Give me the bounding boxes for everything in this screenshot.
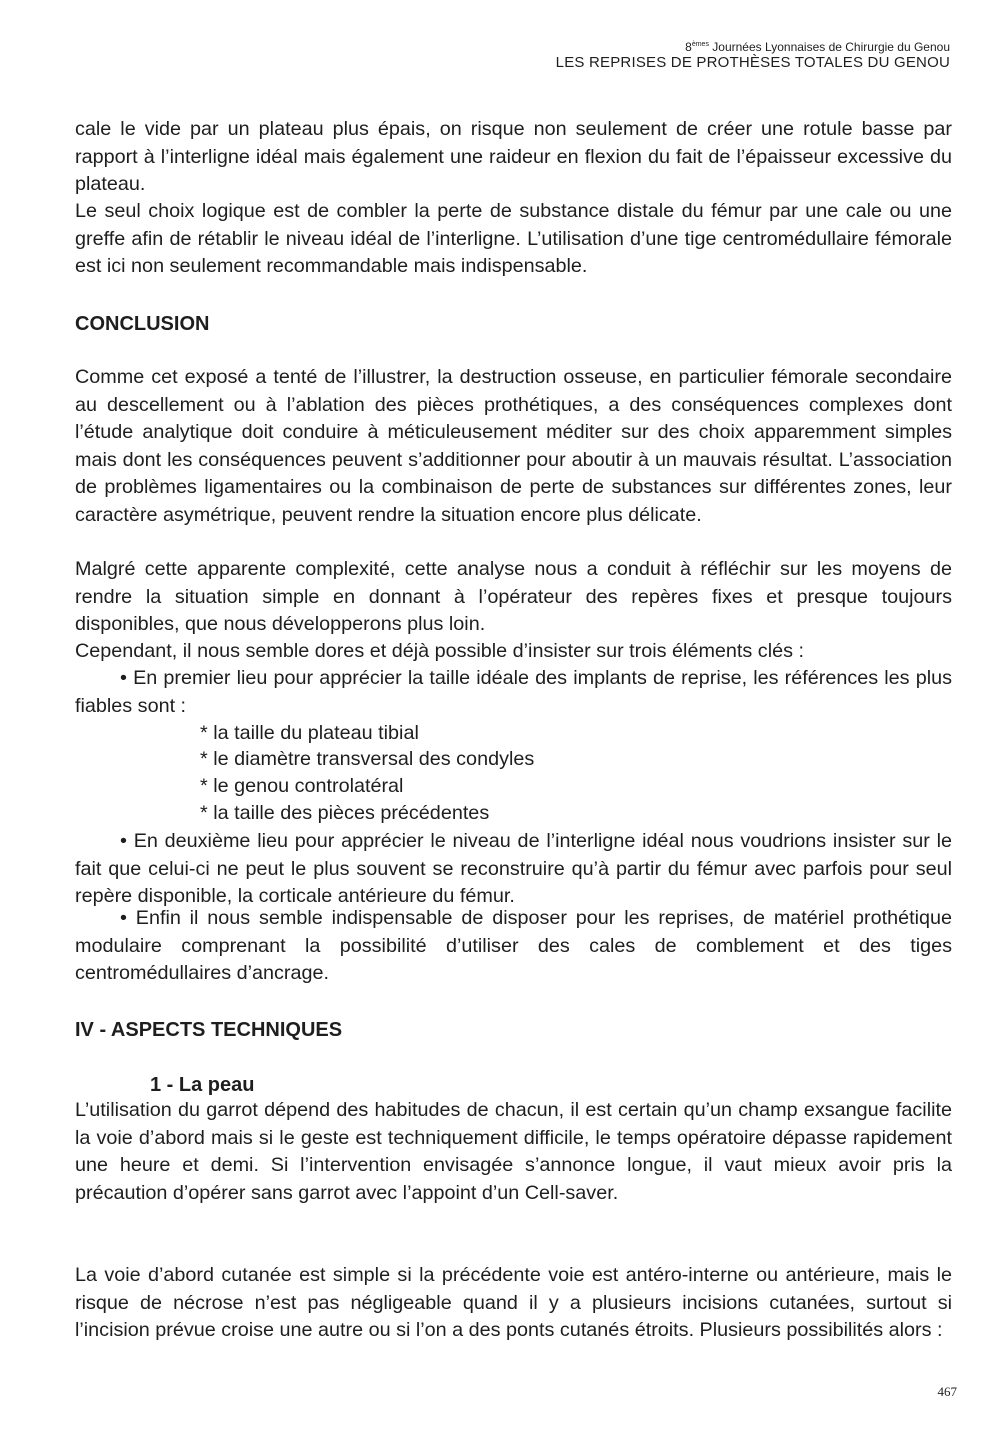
reference-item: * le genou controlatéral: [200, 775, 404, 797]
page-number: 467: [937, 1384, 957, 1399]
subsection-heading: 1 - La peau: [150, 1074, 255, 1096]
header-event: [556, 38, 950, 54]
section-heading: IV - ASPECTS TECHNIQUES: [75, 1019, 343, 1041]
reference-item: * le diamètre transversal des condyles: [200, 748, 535, 770]
bullet-item-3: • Enfin il nous semble indispensable de disposer pour les reprises, de matériel prothétique modulaire comprenant la possibilité d’utiliser des cales de comblement et des tiges centromédullaires d’ancrage.: [75, 907, 952, 984]
conclusion-heading: CONCLUSION: [75, 313, 210, 335]
intro-paragraph-2: Le seul choix logique est de combler la perte de substance distale du fémur par une cale ou une greffe afin de rétablir le niveau idéal de l’interligne. L’utilisation d’une tige centromédullaire fémorale est ici non seulement recommandable mais indispensable.: [75, 200, 952, 277]
header-event-name: Journées Lyonnaises de Chirurgie du Genou: [708, 40, 950, 54]
skin-paragraph-2: La voie d’abord cutanée est simple si la précédente voie est antéro-interne ou antérieure, mais le risque de nécrose n’est pas négligeable quand il y a plusieurs incisions cutanées, surtout si l’incision prévue croise une autre ou si l’on a des ponts cutanés étroits. Plusieurs possibilités alors :: [75, 1264, 952, 1341]
header-edition-suffix: èmes: [691, 41, 709, 48]
intro-paragraph-1: cale le vide par un plateau plus épais, on risque non seulement de créer une rotule basse par rapport à l’interligne idéal mais également une raideur en flexion du fait de l’épaisseur excessive du plateau.: [75, 118, 952, 195]
header-edition-number: 8: [685, 40, 692, 54]
header-title: LES REPRISES DE PROTHÈSES TOTALES DU GENOU: [555, 54, 950, 71]
reference-item: * la taille du plateau tibial: [200, 722, 419, 744]
conclusion-paragraph-2: Malgré cette apparente complexité, cette analyse nous a conduit à réfléchir sur les moyens de rendre la situation simple en donnant à l’opérateur des repères fixes et presque toujours disponibles, que nous développerons plus loin.: [75, 558, 952, 635]
skin-paragraph-1: L’utilisation du garrot dépend des habitudes de chacun, il est certain qu’un champ exsangue facilite la voie d’abord mais si le geste est techniquement difficile, le temps opératoire dépasse rapidement une heure et demi. Si l’intervention envisagée s’annonce longue, il vaut mieux avoir pris la précaution d’opérer sans garrot avec l’appoint d’un Cell-saver.: [75, 1099, 952, 1204]
conclusion-paragraph-3: Cependant, il nous semble dores et déjà possible d’insister sur trois éléments clés :: [75, 640, 804, 662]
running-header: [556, 38, 950, 72]
reference-item: * la taille des pièces précédentes: [200, 802, 490, 824]
conclusion-paragraph-1: Comme cet exposé a tenté de l’illustrer, la destruction osseuse, en particulier fémorale secondaire au descellement ou à l’ablation des pièces prothétiques, a des conséquences complexes dont l’étude analytique doit conduire à méticuleusement méditer sur des choix apparemment simples mais dont les conséquences peuvent s’additionner pour aboutir à un mauvais résultat. L’association de problèmes ligamentaires ou la combinaison de perte de substances sur différentes zones, leur caractère asymétrique, peuvent rendre la situation encore plus délicate.: [75, 366, 952, 526]
bullet-item-1: • En premier lieu pour apprécier la taille idéale des implants de reprise, les références les plus fiables sont :: [75, 667, 952, 717]
bullet-item-2: • En deuxième lieu pour apprécier le niveau de l’interligne idéal nous voudrions insister sur le fait que celui-ci ne peut le plus souvent se reconstruire qu’à partir du fémur avec parfois pour seul repère disponible, la corticale antérieure du fémur.: [75, 830, 952, 907]
